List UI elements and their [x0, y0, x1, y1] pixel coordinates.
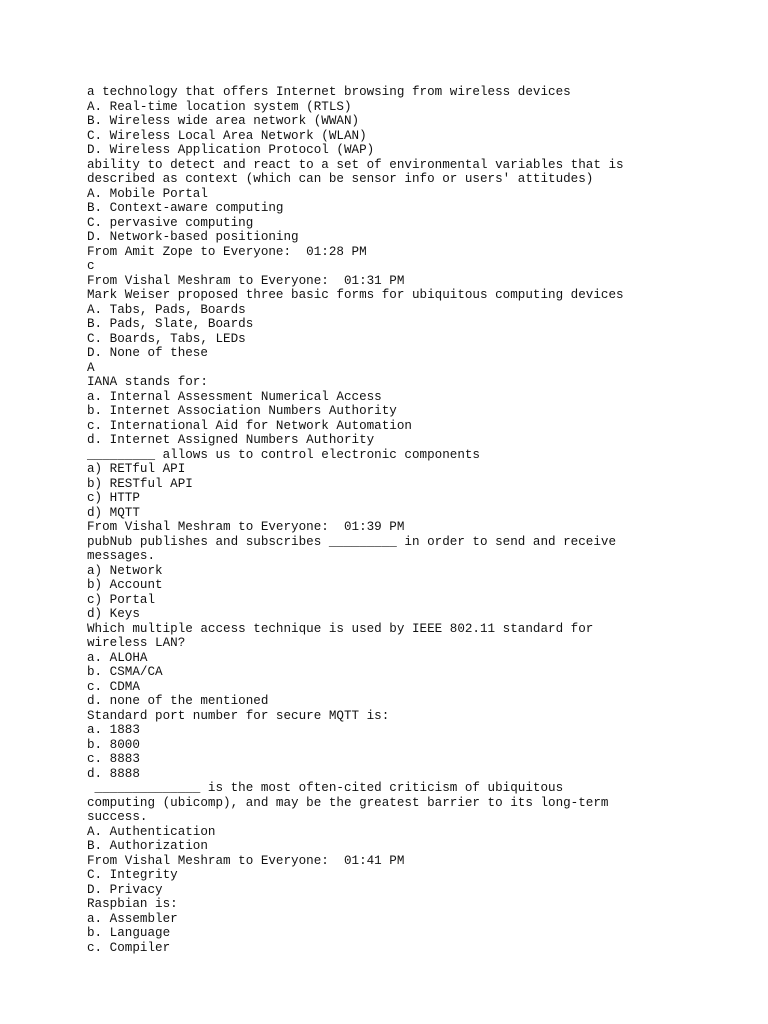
- text-line: Raspbian is:: [87, 897, 178, 911]
- text-line: C. Boards, Tabs, LEDs: [87, 331, 246, 346]
- text-line: Which multiple access technique is used by IEEE 802.11 standard for: [87, 621, 594, 636]
- text-line: a. 1883: [87, 723, 140, 737]
- text-line: computing (ubicomp), and may be the greatest barrier to its long-term: [87, 795, 609, 810]
- text-line: a technology that offers Internet browsing from wireless devices: [87, 85, 571, 99]
- text-line: b. CSMA/CA: [87, 665, 163, 679]
- text-line: D. None of these: [87, 346, 208, 360]
- text-line: c. International Aid for Network Automation: [87, 418, 412, 433]
- text-line: b) RESTful API: [87, 476, 193, 491]
- text-line: b. Internet Association Numbers Authority: [87, 404, 397, 418]
- text-line: C. pervasive computing: [87, 215, 254, 230]
- text-line: From Amit Zope to Everyone: 01:28 PM: [87, 244, 367, 259]
- text-line: described as context (which can be sensor info or users' attitudes): [87, 172, 594, 186]
- text-line: d. 8888: [87, 766, 140, 781]
- text-line: c. 8883: [87, 752, 140, 766]
- text-line: c) Portal: [87, 592, 156, 607]
- text-line: messages.: [87, 549, 156, 563]
- text-line: c: [87, 259, 95, 273]
- text-line: pubNub publishes and subscribes _________ in order to send and receive: [87, 534, 617, 549]
- text-line: b. Language: [87, 926, 171, 940]
- text-line: C. Integrity: [87, 868, 178, 882]
- text-line: Standard port number for secure MQTT is:: [87, 708, 390, 723]
- text-line: ability to detect and react to a set of environmental variables that is: [87, 157, 624, 172]
- text-line: A. Authentication: [87, 824, 216, 839]
- text-line: B. Wireless wide area network (WWAN): [87, 114, 360, 128]
- text-line: From Vishal Meshram to Everyone: 01:39 PM: [87, 520, 405, 534]
- text-line: A. Mobile Portal: [87, 186, 208, 201]
- text-line: b. 8000: [87, 737, 140, 752]
- text-line: IANA stands for:: [87, 375, 208, 389]
- text-line: _________ allows us to control electronic components: [87, 447, 480, 462]
- text-line: a) RETful API: [87, 462, 186, 476]
- text-line: D. Wireless Application Protocol (WAP): [87, 143, 375, 157]
- text-line: D. Privacy: [87, 882, 163, 897]
- text-line: c) HTTP: [87, 491, 140, 505]
- text-line: From Vishal Meshram to Everyone: 01:31 PM: [87, 273, 405, 288]
- text-line: d. Internet Assigned Numbers Authority: [87, 433, 375, 447]
- text-line: d) MQTT: [87, 505, 140, 520]
- text-line: Mark Weiser proposed three basic forms for ubiquitous computing devices: [87, 288, 624, 302]
- text-line: wireless LAN?: [87, 636, 186, 650]
- text-line: c. Compiler: [87, 940, 171, 955]
- text-line: a) Network: [87, 563, 163, 578]
- text-line: A. Tabs, Pads, Boards: [87, 302, 246, 317]
- text-line: b) Account: [87, 578, 163, 592]
- text-line: A: [87, 360, 95, 375]
- text-line: From Vishal Meshram to Everyone: 01:41 PM: [87, 853, 405, 868]
- text-line: B. Authorization: [87, 839, 208, 853]
- text-line: C. Wireless Local Area Network (WLAN): [87, 128, 367, 143]
- text-line: a. Internal Assessment Numerical Access: [87, 389, 382, 404]
- text-line: c. CDMA: [87, 679, 140, 694]
- text-line: a. Assembler: [87, 911, 178, 926]
- text-line: D. Network-based positioning: [87, 230, 299, 244]
- text-line: d) Keys: [87, 607, 140, 621]
- text-line: B. Pads, Slate, Boards: [87, 317, 254, 331]
- text-line: success.: [87, 810, 148, 824]
- text-line: a. ALOHA: [87, 650, 148, 665]
- document-text: [87, 85, 727, 955]
- text-line: A. Real-time location system (RTLS): [87, 99, 352, 114]
- text-line: B. Context-aware computing: [87, 201, 284, 215]
- text-line: d. none of the mentioned: [87, 694, 269, 708]
- text-line: ______________ is the most often-cited criticism of ubiquitous: [87, 781, 564, 795]
